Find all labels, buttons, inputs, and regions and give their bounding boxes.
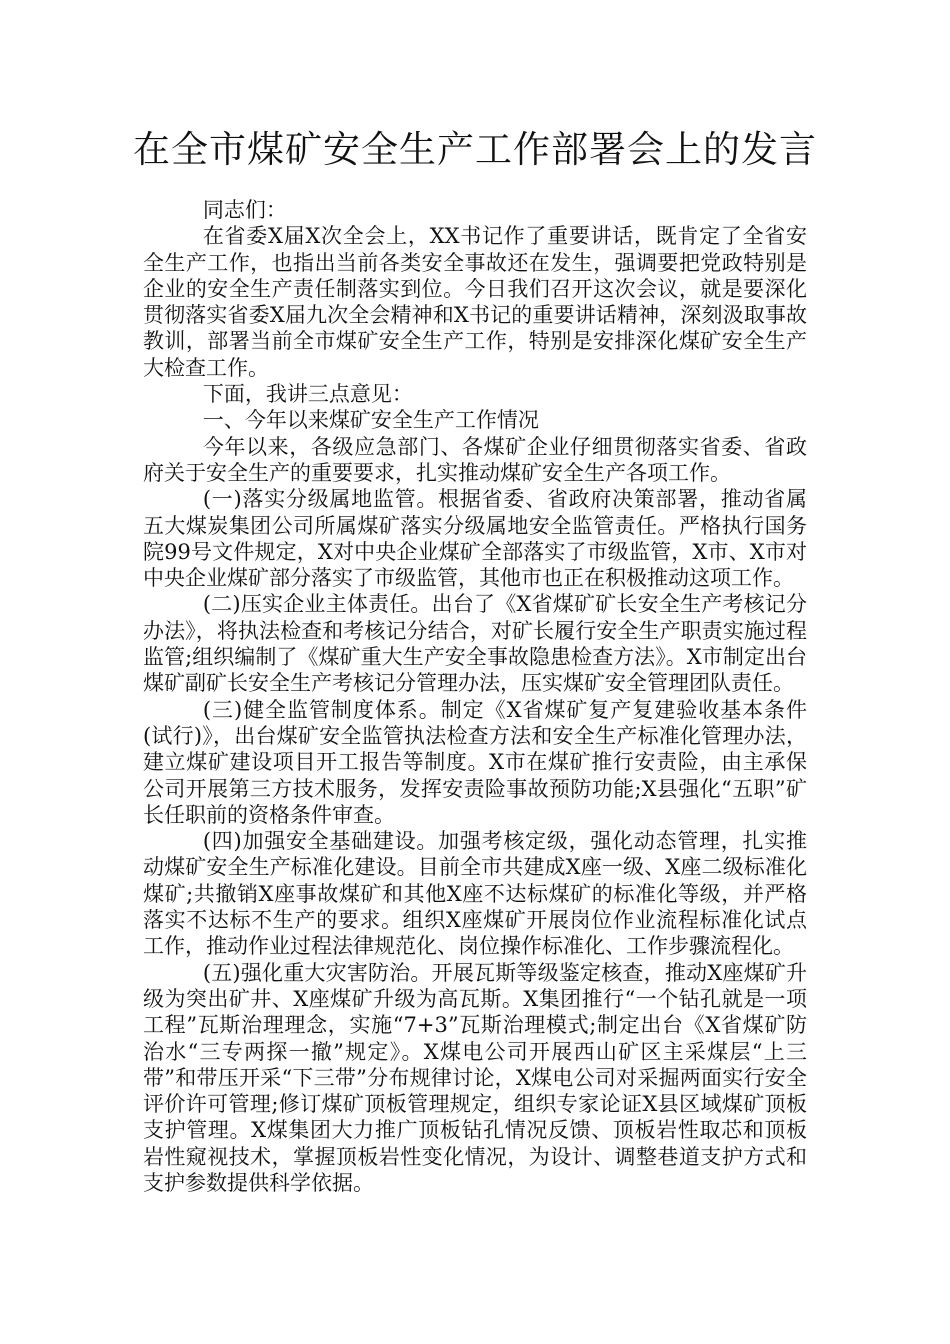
section-summary-paragraph: 今年以来，各级应急部门、各煤矿企业仔细贯彻落实省委、省政府关于安全生产的重要要求，扎实推动煤矿安全生产各项工作。 <box>143 434 807 485</box>
item-2-paragraph: (二)压实企业主体责任。出台了《X省煤矿矿长安全生产考核记分办法》，将执法检查和考核记分结合，对矿长履行安全生产职责实施过程监管;组织编制了《煤矿重大生产安全事故隐患检查方法》。X市制定出台煤矿副矿长安全生产考核记分管理办法，压实煤矿安全管理团队责任。 <box>143 592 807 696</box>
salutation-paragraph: 同志们： <box>202 198 287 222</box>
item-1-paragraph: (一)落实分级属地监管。根据省委、省政府决策部署，推动省属五大煤炭集团公司所属煤矿落实分级属地安全监管责任。严格执行国务院99号文件规定，X对中央企业煤矿全部落实了市级监管，X市、X市对中央企业煤矿部分落实了市级监管，其他市也正在积极推动这项工作。 <box>143 487 807 591</box>
document-title: 在全市煤矿安全生产工作部署会上的发言 <box>133 128 817 171</box>
item-4-paragraph: (四)加强安全基础建设。加强考核定级，强化动态管理，扎实推动煤矿安全生产标准化建设。目前全市共建成X座一级、X座二级标准化煤矿;共撤销X座事故煤矿和其他X座不达标煤矿的标准化等级，并严格落实不达标不生产的要求。组织X座煤矿开展岗位作业流程标准化试点工作，推动作业过程法律规范化、岗位操作标准化、工作步骤流程化。 <box>143 829 807 959</box>
outline-paragraph: 下面，我讲三点意见： <box>202 382 413 407</box>
item-3-paragraph: (三)健全监管制度体系。制定《X省煤矿复产复建验收基本条件(试行)》，出台煤矿安全监管执法检查方法和安全生产标准化管理办法，建立煤矿建设项目开工报告等制度。X市在煤矿推行安责险，由主承保公司开展第三方技术服务，发挥安责险事故预防功能;X县强化“五职”矿长任职前的资格条件审查。 <box>143 697 807 827</box>
item-5-paragraph: (五)强化重大灾害防治。开展瓦斯等级鉴定核查，推动X座煤矿升级为突出矿井、X座煤矿升级为高瓦斯。X集团推行“一个钻孔就是一项工程”瓦斯治理理念，实施“7+3”瓦斯治理模式;制定出台《X省煤矿防治水“三专两探一撤”规定》。X煤电公司开展西山矿区主采煤层“上三带”和带压开采“下三带”分布规律讨论，X煤电公司对采掘两面实行安全评价许可管理;修订煤矿顶板管理规定，组织专家论证X县区域煤矿顶板支护管理。X煤集团大力推广顶板钻孔情况反馈、顶板岩性取芯和顶板岩性窥视技术，掌握顶板岩性变化情况，为设计、调整巷道支护方式和支护参数提供科学依据。 <box>143 960 807 1195</box>
section-heading: 一、今年以来煤矿安全生产工作情况 <box>202 408 539 433</box>
intro-paragraph: 在省委X届X次全会上，XX书记作了重要讲话，既肯定了全省安全生产工作，也指出当前各类安全事故还在发生，强调要把党政特别是企业的安全生产责任制落实到位。今日我们召开这次会议，就是要深化贯彻落实省委X届九次全会精神和X书记的重要讲话精神，深刻汲取事故教训，部署当前全市煤矿安全生产工作，特别是安排深化煤矿安全生产大检查工作。 <box>143 224 807 380</box>
document-body <box>143 197 807 1196</box>
